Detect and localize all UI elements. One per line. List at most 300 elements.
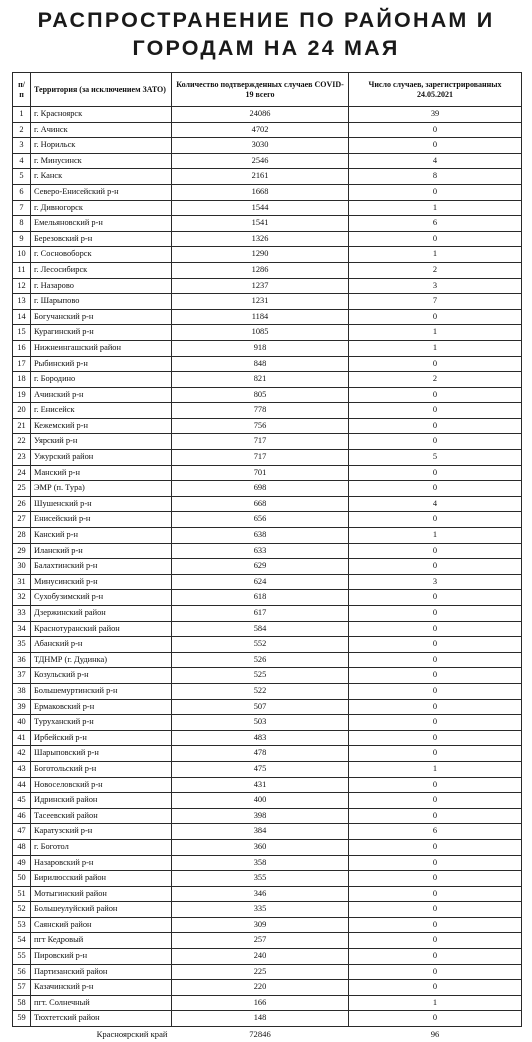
table-row — [13, 138, 522, 154]
row-number: 55 — [13, 949, 31, 965]
row-number: 40 — [13, 715, 31, 731]
row-total-cases: 525 — [172, 668, 349, 684]
table-row — [13, 387, 522, 403]
row-new-cases: 0 — [349, 886, 522, 902]
table-row — [13, 496, 522, 512]
row-territory: Сухобузимский р-н — [31, 590, 172, 606]
row-number: 53 — [13, 917, 31, 933]
row-territory: Минусинский р-н — [31, 574, 172, 590]
table-row — [13, 512, 522, 528]
row-number: 35 — [13, 637, 31, 653]
row-total-cases: 257 — [172, 933, 349, 949]
row-territory: Богучанский р-н — [31, 309, 172, 325]
table-row — [13, 621, 522, 637]
row-new-cases: 2 — [349, 262, 522, 278]
page-title-line-1: РАСПРОСТРАНЕНИЕ ПО РАЙОНАМ И — [37, 8, 495, 32]
row-new-cases: 4 — [349, 153, 522, 169]
table-row — [13, 730, 522, 746]
table-row — [13, 216, 522, 232]
table-row — [13, 543, 522, 559]
row-number: 52 — [13, 902, 31, 918]
table-row — [13, 637, 522, 653]
row-new-cases: 0 — [349, 855, 522, 871]
row-total-cases: 821 — [172, 372, 349, 388]
row-territory: Большемуртинский р-н — [31, 683, 172, 699]
table-row — [13, 184, 522, 200]
row-territory: Тасеевский район — [31, 808, 172, 824]
table-row — [13, 917, 522, 933]
row-number: 37 — [13, 668, 31, 684]
row-territory: г. Сосновоборск — [31, 247, 172, 263]
table-row — [13, 995, 522, 1011]
row-number: 54 — [13, 933, 31, 949]
row-number: 19 — [13, 387, 31, 403]
row-total-cases: 1231 — [172, 294, 349, 310]
row-total-cases: 1326 — [172, 231, 349, 247]
table-row — [13, 761, 522, 777]
row-total-cases: 698 — [172, 481, 349, 497]
row-number: 46 — [13, 808, 31, 824]
row-total-cases: 1085 — [172, 325, 349, 341]
row-new-cases: 0 — [349, 808, 522, 824]
row-territory: Рыбинский р-н — [31, 356, 172, 372]
row-new-cases: 0 — [349, 590, 522, 606]
row-territory: Боготольский р-н — [31, 761, 172, 777]
row-number: 33 — [13, 606, 31, 622]
table-row — [13, 153, 522, 169]
table-row — [13, 824, 522, 840]
table-row — [13, 200, 522, 216]
row-total-cases: 617 — [172, 606, 349, 622]
row-total-cases: 1237 — [172, 278, 349, 294]
row-new-cases: 0 — [349, 839, 522, 855]
row-total-cases: 1290 — [172, 247, 349, 263]
row-new-cases: 6 — [349, 824, 522, 840]
row-total-cases: 166 — [172, 995, 349, 1011]
row-number: 36 — [13, 652, 31, 668]
row-number: 18 — [13, 372, 31, 388]
row-new-cases: 7 — [349, 294, 522, 310]
row-total-cases: 624 — [172, 574, 349, 590]
row-total-cases: 618 — [172, 590, 349, 606]
table-row — [13, 262, 522, 278]
row-total-cases: 240 — [172, 949, 349, 965]
row-number: 13 — [13, 294, 31, 310]
row-total-cases: 778 — [172, 403, 349, 419]
row-number: 20 — [13, 403, 31, 419]
row-number: 57 — [13, 980, 31, 996]
table-row — [13, 933, 522, 949]
page-title-line-2: ГОРОДАМ НА 24 МАЯ — [132, 36, 400, 60]
row-total-cases: 1668 — [172, 184, 349, 200]
table-row — [13, 871, 522, 887]
row-territory: Канский р-н — [31, 528, 172, 544]
table-body — [13, 107, 522, 1042]
row-territory: г. Бородино — [31, 372, 172, 388]
row-number: 8 — [13, 216, 31, 232]
table-row — [13, 793, 522, 809]
row-total-cases: 717 — [172, 434, 349, 450]
table-row — [13, 980, 522, 996]
row-number: 32 — [13, 590, 31, 606]
row-new-cases: 0 — [349, 122, 522, 138]
total-label: Красноярский край — [96, 1029, 168, 1040]
row-new-cases: 0 — [349, 793, 522, 809]
table-row — [13, 699, 522, 715]
row-territory: пгт. Солнечный — [31, 995, 172, 1011]
row-new-cases: 0 — [349, 138, 522, 154]
row-new-cases: 0 — [349, 715, 522, 731]
row-number: 56 — [13, 964, 31, 980]
row-territory: пгт Кедровый — [31, 933, 172, 949]
row-number: 49 — [13, 855, 31, 871]
row-total-cases: 638 — [172, 528, 349, 544]
table-row — [13, 1011, 522, 1027]
row-number: 5 — [13, 169, 31, 185]
row-new-cases: 3 — [349, 278, 522, 294]
row-territory: г. Боготол — [31, 839, 172, 855]
row-number: 51 — [13, 886, 31, 902]
row-territory: Северо-Енисейский р-н — [31, 184, 172, 200]
row-total-cases: 552 — [172, 637, 349, 653]
row-new-cases: 0 — [349, 652, 522, 668]
row-territory: Большеулуйский район — [31, 902, 172, 918]
total-row — [13, 1027, 522, 1042]
table-row — [13, 855, 522, 871]
table-row — [13, 902, 522, 918]
row-new-cases: 1 — [349, 528, 522, 544]
row-territory: Иланский р-н — [31, 543, 172, 559]
row-new-cases: 0 — [349, 777, 522, 793]
table-row — [13, 340, 522, 356]
row-new-cases: 0 — [349, 184, 522, 200]
row-new-cases: 1 — [349, 995, 522, 1011]
row-number: 39 — [13, 699, 31, 715]
row-number: 38 — [13, 683, 31, 699]
table-row — [13, 652, 522, 668]
row-number: 31 — [13, 574, 31, 590]
row-number: 58 — [13, 995, 31, 1011]
row-total-cases: 629 — [172, 559, 349, 575]
table-row — [13, 403, 522, 419]
row-territory: Козульский р-н — [31, 668, 172, 684]
table-row — [13, 949, 522, 965]
row-number: 21 — [13, 418, 31, 434]
row-new-cases: 0 — [349, 917, 522, 933]
row-total-cases: 1544 — [172, 200, 349, 216]
row-total-cases: 475 — [172, 761, 349, 777]
row-territory: г. Минусинск — [31, 153, 172, 169]
row-territory: Туруханский р-н — [31, 715, 172, 731]
table-row — [13, 107, 522, 123]
row-new-cases: 0 — [349, 606, 522, 622]
row-new-cases: 2 — [349, 372, 522, 388]
row-territory: Новоселовский р-н — [31, 777, 172, 793]
row-new-cases: 0 — [349, 543, 522, 559]
row-new-cases: 0 — [349, 746, 522, 762]
row-number: 43 — [13, 761, 31, 777]
row-number: 29 — [13, 543, 31, 559]
row-territory: Бирилюсский район — [31, 871, 172, 887]
row-total-cases: 24086 — [172, 107, 349, 123]
row-territory: Ирбейский р-н — [31, 730, 172, 746]
row-new-cases: 0 — [349, 403, 522, 419]
row-territory: Емельяновский р-н — [31, 216, 172, 232]
row-new-cases: 1 — [349, 761, 522, 777]
row-new-cases: 0 — [349, 1011, 522, 1027]
row-new-cases: 1 — [349, 247, 522, 263]
row-new-cases: 0 — [349, 871, 522, 887]
row-territory: Казачинский р-н — [31, 980, 172, 996]
row-territory: г. Красноярск — [31, 107, 172, 123]
row-new-cases: 0 — [349, 356, 522, 372]
row-territory: Абанский р-н — [31, 637, 172, 653]
table-row — [13, 450, 522, 466]
row-total-cases: 225 — [172, 964, 349, 980]
table-row — [13, 559, 522, 575]
total-new-cases-sum: 96 — [430, 1029, 440, 1040]
row-territory: Шарыповский р-н — [31, 746, 172, 762]
table-row — [13, 434, 522, 450]
row-new-cases: 0 — [349, 481, 522, 497]
row-territory: Пировский р-н — [31, 949, 172, 965]
row-territory: Уярский р-н — [31, 434, 172, 450]
row-total-cases: 384 — [172, 824, 349, 840]
row-total-cases: 398 — [172, 808, 349, 824]
row-new-cases: 0 — [349, 387, 522, 403]
table-row — [13, 528, 522, 544]
row-number: 59 — [13, 1011, 31, 1027]
row-total-cases: 848 — [172, 356, 349, 372]
row-territory: Курагинский р-н — [31, 325, 172, 341]
row-number: 22 — [13, 434, 31, 450]
page-title — [0, 6, 532, 62]
row-territory: г. Лесосибирск — [31, 262, 172, 278]
row-total-cases: 478 — [172, 746, 349, 762]
row-new-cases: 1 — [349, 340, 522, 356]
row-number: 2 — [13, 122, 31, 138]
row-number: 6 — [13, 184, 31, 200]
row-number: 17 — [13, 356, 31, 372]
row-total-cases: 701 — [172, 465, 349, 481]
table-row — [13, 777, 522, 793]
table-row — [13, 746, 522, 762]
row-new-cases: 0 — [349, 309, 522, 325]
row-territory: Енисейский р-н — [31, 512, 172, 528]
row-number: 45 — [13, 793, 31, 809]
table-row — [13, 668, 522, 684]
row-total-cases: 668 — [172, 496, 349, 512]
row-number: 30 — [13, 559, 31, 575]
row-territory: Ачинский р-н — [31, 387, 172, 403]
table-row — [13, 574, 522, 590]
row-new-cases: 0 — [349, 512, 522, 528]
row-total-cases: 4702 — [172, 122, 349, 138]
row-total-cases: 148 — [172, 1011, 349, 1027]
row-number: 50 — [13, 871, 31, 887]
row-new-cases: 4 — [349, 496, 522, 512]
table-header-row — [13, 73, 522, 107]
row-new-cases: 39 — [349, 107, 522, 123]
table-row — [13, 715, 522, 731]
row-total-cases: 507 — [172, 699, 349, 715]
table-row — [13, 465, 522, 481]
row-new-cases: 0 — [349, 637, 522, 653]
table-row — [13, 590, 522, 606]
row-total-cases: 717 — [172, 450, 349, 466]
table-row — [13, 372, 522, 388]
row-total-cases: 633 — [172, 543, 349, 559]
table-row — [13, 683, 522, 699]
row-number: 27 — [13, 512, 31, 528]
row-territory: Нижнеингашский район — [31, 340, 172, 356]
row-number: 42 — [13, 746, 31, 762]
row-new-cases: 0 — [349, 621, 522, 637]
row-territory: Кежемский р-н — [31, 418, 172, 434]
row-new-cases: 0 — [349, 902, 522, 918]
table-row — [13, 309, 522, 325]
row-number: 10 — [13, 247, 31, 263]
row-new-cases: 0 — [349, 418, 522, 434]
total-cases-sum: 72846 — [249, 1029, 271, 1040]
row-total-cases: 656 — [172, 512, 349, 528]
header-territory: Территория (за исключением ЗАТО) — [31, 73, 172, 107]
row-territory: Партизанский район — [31, 964, 172, 980]
row-total-cases: 584 — [172, 621, 349, 637]
row-territory: Ужурский район — [31, 450, 172, 466]
header-number: п/п — [13, 73, 31, 107]
row-territory: Идринский район — [31, 793, 172, 809]
table-row — [13, 169, 522, 185]
row-total-cases: 400 — [172, 793, 349, 809]
row-number: 7 — [13, 200, 31, 216]
row-new-cases: 0 — [349, 980, 522, 996]
row-number: 34 — [13, 621, 31, 637]
table-row — [13, 886, 522, 902]
row-territory: г. Дивногорск — [31, 200, 172, 216]
row-territory: Назаровский р-н — [31, 855, 172, 871]
row-total-cases: 805 — [172, 387, 349, 403]
row-new-cases: 5 — [349, 450, 522, 466]
row-territory: Березовский р-н — [31, 231, 172, 247]
row-number: 25 — [13, 481, 31, 497]
row-territory: Манский р-н — [31, 465, 172, 481]
table-row — [13, 606, 522, 622]
row-territory: ЭМР (п. Тура) — [31, 481, 172, 497]
row-territory: г. Енисейск — [31, 403, 172, 419]
row-number: 47 — [13, 824, 31, 840]
row-new-cases: 0 — [349, 730, 522, 746]
covid-cases-table — [12, 72, 522, 1042]
row-new-cases: 0 — [349, 949, 522, 965]
table-row — [13, 839, 522, 855]
row-total-cases: 358 — [172, 855, 349, 871]
row-new-cases: 8 — [349, 169, 522, 185]
row-total-cases: 2546 — [172, 153, 349, 169]
table-row — [13, 278, 522, 294]
row-total-cases: 1184 — [172, 309, 349, 325]
row-new-cases: 0 — [349, 964, 522, 980]
row-number: 23 — [13, 450, 31, 466]
row-total-cases: 756 — [172, 418, 349, 434]
row-number: 41 — [13, 730, 31, 746]
row-territory: ТДНМР (г. Дудинка) — [31, 652, 172, 668]
row-total-cases: 220 — [172, 980, 349, 996]
total-spacer — [13, 1027, 31, 1042]
row-total-cases: 3030 — [172, 138, 349, 154]
row-total-cases: 355 — [172, 871, 349, 887]
header-new-cases: Число случаев, зарегистрированных 24.05.2021 — [349, 73, 522, 107]
table-row — [13, 122, 522, 138]
table-row — [13, 808, 522, 824]
row-territory: Каратузский р-н — [31, 824, 172, 840]
row-territory: Тюхтетский район — [31, 1011, 172, 1027]
row-number: 4 — [13, 153, 31, 169]
row-new-cases: 1 — [349, 200, 522, 216]
row-number: 9 — [13, 231, 31, 247]
row-number: 26 — [13, 496, 31, 512]
row-new-cases: 0 — [349, 231, 522, 247]
row-total-cases: 1541 — [172, 216, 349, 232]
row-territory: Дзержинский район — [31, 606, 172, 622]
row-new-cases: 1 — [349, 325, 522, 341]
header-total-cases: Количество подтвержденных случаев COVID-19 всего — [172, 73, 349, 107]
row-total-cases: 522 — [172, 683, 349, 699]
row-total-cases: 360 — [172, 839, 349, 855]
row-total-cases: 526 — [172, 652, 349, 668]
row-territory: г. Назарово — [31, 278, 172, 294]
row-new-cases: 3 — [349, 574, 522, 590]
row-new-cases: 6 — [349, 216, 522, 232]
row-territory: Мотыгинский район — [31, 886, 172, 902]
row-number: 14 — [13, 309, 31, 325]
row-total-cases: 483 — [172, 730, 349, 746]
row-number: 11 — [13, 262, 31, 278]
row-number: 1 — [13, 107, 31, 123]
row-new-cases: 0 — [349, 933, 522, 949]
row-number: 24 — [13, 465, 31, 481]
table-row — [13, 356, 522, 372]
row-total-cases: 1286 — [172, 262, 349, 278]
row-territory: Краснотуранский район — [31, 621, 172, 637]
row-number: 48 — [13, 839, 31, 855]
row-territory: г. Канск — [31, 169, 172, 185]
row-territory: Шушенский р-н — [31, 496, 172, 512]
table-row — [13, 231, 522, 247]
row-new-cases: 0 — [349, 683, 522, 699]
table-row — [13, 418, 522, 434]
row-number: 28 — [13, 528, 31, 544]
table-row — [13, 325, 522, 341]
row-number: 12 — [13, 278, 31, 294]
row-number: 3 — [13, 138, 31, 154]
row-number: 15 — [13, 325, 31, 341]
row-total-cases: 346 — [172, 886, 349, 902]
row-total-cases: 2161 — [172, 169, 349, 185]
row-new-cases: 0 — [349, 699, 522, 715]
row-new-cases: 0 — [349, 434, 522, 450]
row-territory: г. Шарыпово — [31, 294, 172, 310]
row-total-cases: 309 — [172, 917, 349, 933]
table-row — [13, 964, 522, 980]
table-row — [13, 294, 522, 310]
row-number: 16 — [13, 340, 31, 356]
row-number: 44 — [13, 777, 31, 793]
row-total-cases: 335 — [172, 902, 349, 918]
row-total-cases: 918 — [172, 340, 349, 356]
row-new-cases: 0 — [349, 465, 522, 481]
row-territory: Саянский район — [31, 917, 172, 933]
